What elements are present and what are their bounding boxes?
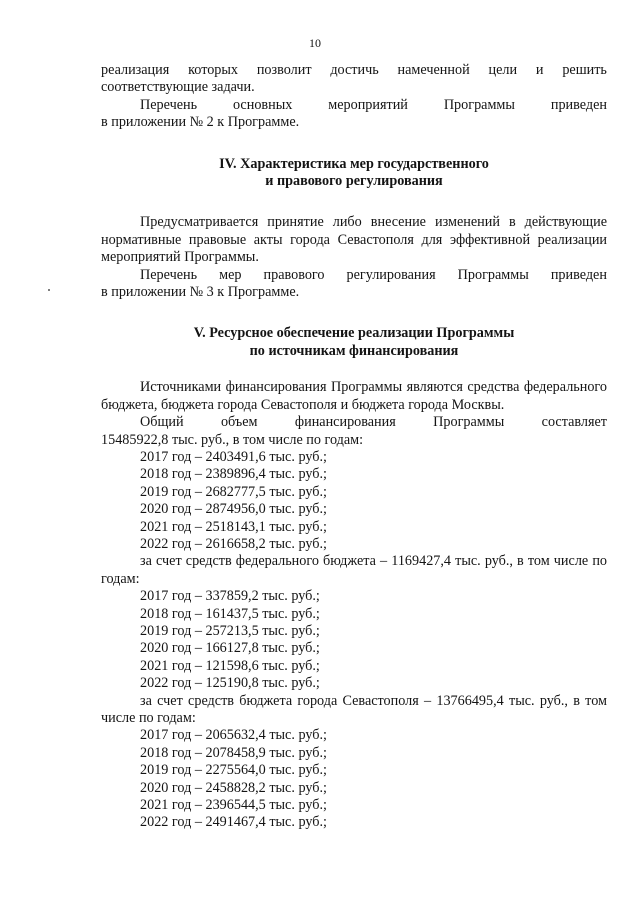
section-4-heading-line-1: IV. Характеристика мер государственного: [219, 155, 489, 172]
total-word: составляет: [541, 414, 607, 431]
intro-word: и: [535, 62, 544, 78]
total-word: Общий: [140, 414, 184, 431]
section-4-heading-line-2: и правового регулирования: [265, 173, 443, 190]
list-word: мер: [219, 266, 242, 283]
list-word: Программы: [443, 96, 515, 113]
federal-budget-paragraph: за счет средств федерального бюджета – 1169427,4 тыс. руб., в том числе по годам:: [101, 553, 607, 587]
regulation-list-line-1: [101, 267, 607, 284]
total-year-line: 2022 год – 2616658,2 тыс. руб.;: [140, 535, 327, 552]
federal-year-line: 2019 год – 257213,5 тыс. руб.;: [140, 622, 320, 639]
list-word: Перечень: [140, 266, 198, 283]
federal-year-line: 2021 год – 121598,6 тыс. руб.;: [140, 657, 320, 674]
intro-word: которых: [188, 62, 239, 78]
intro-word: позволит: [256, 62, 312, 78]
total-year-line: 2021 год – 2518143,1 тыс. руб.;: [140, 518, 327, 535]
list-word: правового: [263, 266, 325, 283]
list-word: Перечень: [140, 96, 198, 113]
city-budget-paragraph: за счет средств бюджета города Севастополя – 13766495,4 тыс. руб., в том числе по годам:: [101, 692, 607, 726]
list-word: регулирования: [346, 266, 436, 283]
scan-dot: [48, 289, 50, 291]
total-year-line: 2019 год – 2682777,5 тыс. руб.;: [140, 483, 327, 500]
regulation-paragraph: Предусматривается принятие либо внесение изменений в действующие нормативные правовые акты города Севастополя для эффективной реализации мероприятий Программы.: [101, 214, 607, 266]
total-word: финансирования: [294, 414, 396, 431]
page-body: [101, 62, 607, 832]
city-year-line: 2018 год – 2078458,9 тыс. руб.;: [140, 744, 327, 761]
total-word: объем: [220, 414, 258, 431]
federal-year-line: 2022 год – 125190,8 тыс. руб.;: [140, 675, 320, 692]
list-word: мероприятий: [328, 96, 408, 113]
list-word: основных: [232, 96, 293, 113]
intro-word: намеченной: [397, 62, 470, 78]
intro-line-2: соответствующие задачи.: [101, 79, 255, 96]
total-year-line: 2020 год – 2874956,0 тыс. руб.;: [140, 501, 327, 518]
federal-year-line: 2018 год – 161437,5 тыс. руб.;: [140, 605, 320, 622]
total-funding-line-1: [101, 414, 607, 431]
page-number: 10: [309, 36, 321, 50]
intro-word: решить: [562, 62, 607, 78]
activities-list-line-2: в приложении № 2 к Программе.: [101, 114, 300, 131]
list-word: приведен: [550, 266, 607, 283]
section-5-heading-line-2: по источникам финансирования: [249, 342, 459, 359]
total-year-line: 2018 год – 2389896,4 тыс. руб.;: [140, 466, 327, 483]
city-year-line: 2017 год – 2065632,4 тыс. руб.;: [140, 727, 327, 744]
city-year-line: 2019 год – 2275564,0 тыс. руб.;: [140, 762, 327, 779]
intro-word: реализация: [101, 62, 170, 78]
funding-sources-paragraph: Источниками финансирования Программы являются средства федерального бюджета, бюджета города Севастополя и бюджета города Москвы.: [101, 379, 607, 413]
list-word: Программы: [457, 266, 529, 283]
list-word: приведен: [550, 96, 607, 113]
regulation-list-line-2: в приложении № 3 к Программе.: [101, 284, 300, 301]
section-5-heading-line-1: V. Ресурсное обеспечение реализации Программы: [193, 325, 515, 342]
intro-word: цели: [488, 62, 518, 78]
federal-year-line: 2020 год – 166127,8 тыс. руб.;: [140, 640, 320, 657]
activities-list-line-1: [101, 97, 607, 114]
city-year-line: 2021 год – 2396544,5 тыс. руб.;: [140, 797, 327, 814]
total-word: Программы: [433, 414, 505, 431]
city-year-line: 2022 год – 2491467,4 тыс. руб.;: [140, 814, 327, 831]
total-year-line: 2017 год – 2403491,6 тыс. руб.;: [140, 448, 327, 465]
city-year-line: 2020 год – 2458828,2 тыс. руб.;: [140, 779, 327, 796]
total-funding-line-2: 15485922,8 тыс. руб., в том числе по годам:: [101, 431, 364, 448]
intro-line-1: [101, 62, 607, 79]
intro-word: достичь: [330, 62, 379, 78]
federal-year-line: 2017 год – 337859,2 тыс. руб.;: [140, 588, 320, 605]
